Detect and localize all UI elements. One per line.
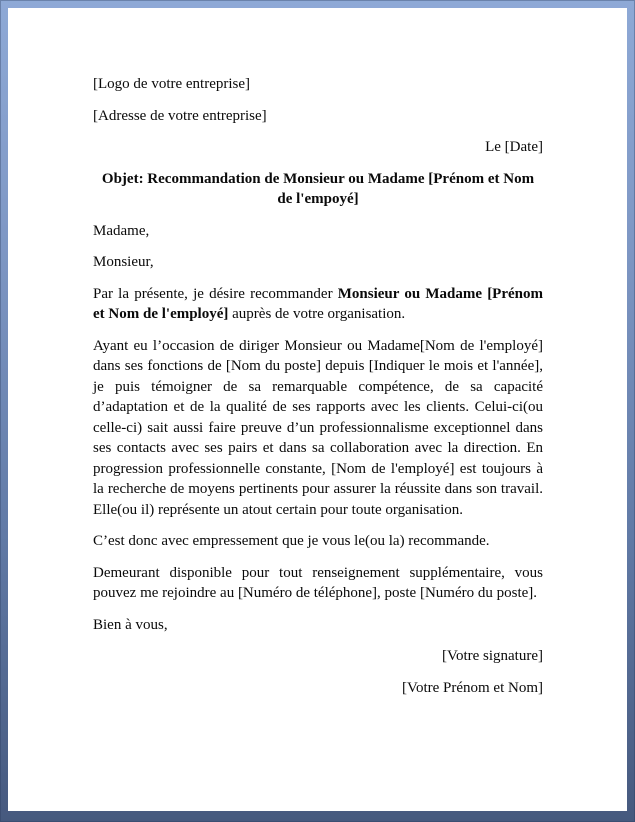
availability-paragraph: Demeurant disponible pour tout renseignement supplémentaire, vous pouvez me rejoindre au [Numéro de téléphone], poste [Numéro du poste]. (93, 564, 543, 601)
signature-placeholder: [Votre signature] (442, 648, 543, 664)
salutation-monsieur: Monsieur, (93, 254, 154, 270)
company-address-placeholder: [Adresse de votre entreprise] (93, 107, 267, 124)
recommendation-line: C’est donc avec empressement que je vous le(ou la) recommande. (93, 533, 490, 549)
company-logo-placeholder: [Logo de votre entreprise] (93, 76, 251, 92)
letter-page (8, 8, 627, 811)
intro-text-post: auprès de votre organisation. (228, 306, 406, 322)
subject-heading: Objet: Recommandation de Monsieur ou Madame [Prénom et Nom de l'empoyé] (101, 170, 535, 207)
body-paragraph: Ayant eu l’occasion de diriger Monsieur ou Madame[Nom de l'employé] dans ses fonctions de [Nom du poste] depuis [Indiquer le mois et l'année], je puis témoigner de sa remarquable compétence, de sa capacité d’adaptation et de la qualité de ses rapports avec les clients. Celui-ci(ou celle-ci) sait aussi faire preuve d’un professionnalisme exceptionnel dans ses contacts avec ses pairs et dans sa collaboration avec la direction. En progression professionnelle constante, [Nom de l'employé] est toujours à la recherche de moyens pertinents pour assurer la réussite dans son travail. Elle(ou il) représente un atout certain pour toute organisation. (93, 337, 543, 518)
salutation-madame: Madame, (93, 222, 150, 239)
sender-name-placeholder: [Votre Prénom et Nom] (402, 679, 543, 696)
date-line: Le [Date] (485, 139, 543, 155)
intro-paragraph (93, 284, 543, 325)
intro-text-pre: Par la présente, je désire recommander (93, 285, 338, 302)
recommended-person-bold: Monsieur ou Madame [Prénom et Nom de l'employé] (93, 285, 543, 322)
closing-line: Bien à vous, (93, 616, 168, 633)
